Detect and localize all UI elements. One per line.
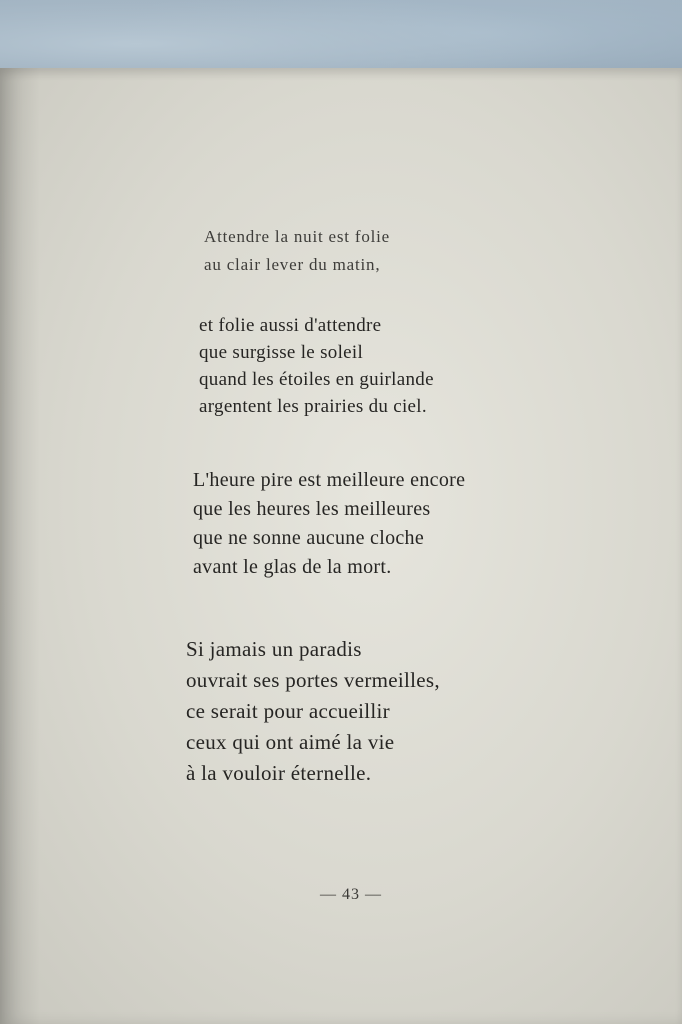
poem-line: quand les étoiles en guirlande — [199, 369, 434, 390]
stanza-2 — [199, 312, 434, 420]
poem-line: ceux qui ont aimé la vie — [186, 730, 395, 754]
poem-line: que surgisse le soleil — [199, 342, 364, 363]
poem-line: au clair lever du matin, — [204, 255, 381, 274]
page-number: — 43 — — [320, 886, 382, 903]
book-page — [0, 68, 682, 1024]
poem-line: avant le glas de la mort. — [193, 556, 392, 578]
stanza-4 — [186, 634, 440, 789]
poem-line: ce serait pour accueillir — [186, 699, 390, 723]
poem-line: L'heure pire est meilleure encore — [193, 469, 466, 491]
poem-line: Attendre la nuit est folie — [204, 227, 391, 246]
poem-line: Si jamais un paradis — [186, 637, 362, 661]
poem-line: que les heures les meilleures — [193, 498, 431, 520]
poem-line: à la vouloir éternelle. — [186, 761, 372, 785]
poem-line: ouvrait ses portes vermeilles, — [186, 668, 440, 692]
stanza-1 — [204, 223, 390, 279]
poem-line: que ne sonne aucune cloche — [193, 527, 425, 549]
stanza-3 — [193, 466, 465, 582]
poem-line: argentent les prairies du ciel. — [199, 396, 427, 417]
poem-line: et folie aussi d'attendre — [199, 315, 382, 336]
